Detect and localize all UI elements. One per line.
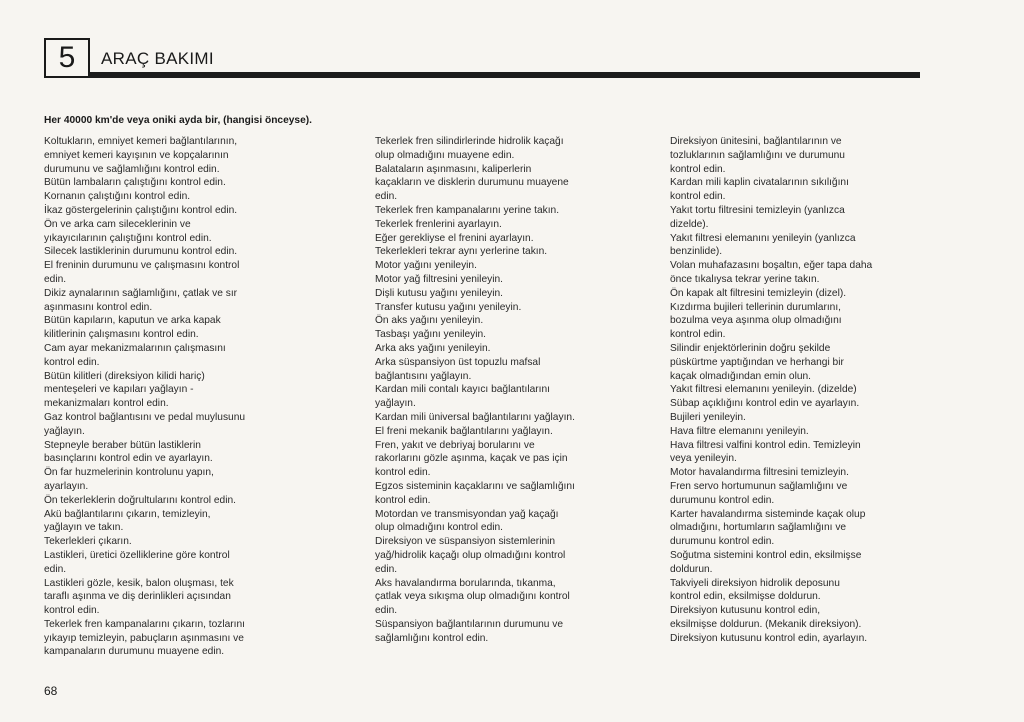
- checklist-item: Ön kapak alt filtresini temizleyin (dizel).: [670, 287, 847, 299]
- checklist-item: Direksiyon ünitesini, bağlantılarının ve tozluklarının sağlamlığını ve durumunu kontrol edin.: [670, 136, 845, 175]
- checklist-item: El freni mekanik bağlantılarını yağlayın.: [375, 425, 553, 437]
- checklist-item: Bujileri yenileyin.: [670, 411, 746, 423]
- checklist-item: Tekerlekleri tekrar aynı yerlerine takın.: [375, 246, 548, 258]
- checklist-item: Kornanın çalıştığını kontrol edin.: [44, 191, 191, 203]
- checklist-item: Karter havalandırma sisteminde kaçak olup olmadığını, hortumların sağlamlığını ve durumunu kontrol edin.: [670, 508, 866, 548]
- checklist-item: Takviyeli direksiyon hidrolik deposunu kontrol edin, eksilmişse doldurun.: [670, 577, 840, 603]
- checklist-item: Motordan ve transmisyondan yağ kaçağı olup olmadığını kontrol edin.: [375, 508, 559, 534]
- checklist-item: Sübap açıklığını kontrol edin ve ayarlayın.: [670, 398, 860, 410]
- checklist-item: Soğutma sistemini kontrol edin, eksilmişse doldurun.: [670, 549, 862, 575]
- checklist-item: Stepneyle beraber bütün lastiklerin basınçlarını kontrol edin ve ayarlayın.: [44, 439, 213, 465]
- checklist-item: Tekerlek fren silindirlerinde hidrolik kaçağı olup olmadığını muayene edin.: [375, 136, 564, 161]
- checklist-item: Dikiz aynalarının sağlamlığını, çatlak ve sır aşınmasını kontrol edin.: [44, 287, 238, 313]
- checklist-item: Ön tekerleklerin doğrultularını kontrol edin.: [44, 494, 236, 506]
- chapter-title: ARAÇ BAKIMI: [101, 49, 214, 68]
- checklist-item: Dişli kutusu yağını yenileyin.: [375, 287, 503, 299]
- checklist-item: Volan muhafazasını boşaltın, eğer tapa daha önce tıkalıysa tekrar yerine takın.: [670, 260, 873, 285]
- section-intro: Her 40000 km'de veya oniki ayda bir, (hangisi önceyse).: [44, 115, 312, 126]
- checklist-item: Direksiyon ve süspansiyon sistemlerinin yağ/hidrolik kaçağı olup olmadığını kontrol edin.: [375, 536, 566, 575]
- checklist-item: Yakıt filtresi elemanını yenileyin. (dizelde): [670, 384, 857, 396]
- checklist-item: Fren servo hortumunun sağlamlığını ve durumunu kontrol edin.: [670, 480, 848, 506]
- checklist-item: Tasbaşı yağını yenileyin.: [375, 329, 486, 341]
- checklist-item: Kardan mili contalı kayıcı bağlantılarını yağlayın.: [375, 384, 550, 410]
- checklist-item: Hava filtre elemanını yenileyin.: [670, 425, 809, 437]
- checklist-item: Ön far huzmelerinin kontrolunu yapın, ayarlayın.: [44, 467, 214, 492]
- column-3: [670, 135, 920, 645]
- checklist-item: Direksiyon kutusunu kontrol edin, ayarlayın.: [670, 632, 868, 644]
- checklist-item: Hava filtresi valfini kontrol edin. Temizleyin veya yenileyin.: [670, 439, 861, 465]
- header-rule: [88, 72, 920, 78]
- column-1: [44, 135, 294, 659]
- column-2: [375, 135, 620, 645]
- checklist-item: Tekerlek frenlerini ayarlayın.: [375, 218, 502, 230]
- checklist-item: Motor havalandırma filtresini temizleyin.: [670, 467, 849, 479]
- checklist-item: Arka süspansiyon üst topuzlu mafsal bağlantısını yağlayın.: [375, 356, 541, 382]
- checklist-item: Lastikleri, üretici özelliklerine göre kontrol edin.: [44, 549, 230, 575]
- checklist-item: Transfer kutusu yağını yenileyin.: [375, 301, 522, 313]
- checklist-item: Bütün kilitleri (direksiyon kilidi hariç) menteşeleri ve kapıları yağlayın - mekanizmaları kontrol edin.: [44, 370, 205, 410]
- checklist-item: Motor yağını yenileyin.: [375, 260, 477, 272]
- checklist-item: Motor yağ filtresini yenileyin.: [375, 273, 503, 285]
- checklist-item: Balataların aşınmasını, kaliperlerin kaçakların ve disklerin durumunu muayene edin.: [375, 163, 569, 203]
- checklist-item: Gaz kontrol bağlantısını ve pedal muylusunu yağlayın.: [44, 411, 246, 437]
- checklist-item: Silecek lastiklerinin durumunu kontrol edin.: [44, 246, 238, 258]
- checklist-item: Kızdırma bujileri tellerinin durumlarını, bozulma veya aşınma olup olmadığını kontrol edin.: [670, 301, 842, 341]
- checklist-item: İkaz göstergelerinin çalıştığını kontrol edin.: [44, 204, 238, 216]
- checklist-item: Kardan mili üniversal bağlantılarını yağlayın.: [375, 411, 575, 423]
- chapter-number-box: [44, 38, 90, 78]
- checklist-item: Arka aks yağını yenileyin.: [375, 342, 491, 354]
- chapter-number: 5: [58, 41, 76, 74]
- checklist-item: Koltukların, emniyet kemeri bağlantılarının, emniyet kemeri kayışının ve kopçalarının durumunu ve sağlamlığını kontrol edin.: [44, 136, 238, 175]
- checklist-item: Yakıt filtresi elemanını yenileyin (yanlızca benzinlide).: [670, 232, 856, 258]
- checklist-item: Egzos sisteminin kaçaklarını ve sağlamlığını kontrol edin.: [375, 480, 575, 506]
- checklist-item: Yakıt tortu filtresini temizleyin (yanlızca dizelde).: [670, 204, 845, 230]
- checklist-item: Aks havalandırma borularında, tıkanma, çatlak veya sıkışma olup olmadığını kontrol edin.: [375, 577, 570, 617]
- page-number: 68: [44, 684, 58, 698]
- checklist-item: Kardan mili kaplin civatalarının sıkılığını kontrol edin.: [670, 177, 849, 203]
- checklist-item: Bütün kapıların, kaputun ve arka kapak kilitlerinin çalışmasını kontrol edin.: [44, 315, 221, 341]
- checklist-item: Tekerlekleri çıkarın.: [44, 536, 132, 548]
- checklist-item: Direksiyon kutusunu kontrol edin, eksilmişse doldurun. (Mekanik direksiyon).: [670, 605, 862, 630]
- checklist-item: Cam ayar mekanizmalarının çalışmasını kontrol edin.: [44, 342, 226, 368]
- checklist-item: Süspansiyon bağlantılarının durumunu ve sağlamlığını kontrol edin.: [375, 618, 564, 644]
- checklist-item: Fren, yakıt ve debriyaj borularını ve rakorlarını gözle aşınma, kaçak ve pas için kontrol edin.: [375, 439, 568, 479]
- checklist-item: Ön ve arka cam sileceklerinin ve yıkayıcılarının çalıştığını kontrol edin.: [44, 218, 212, 244]
- checklist-item: Lastikleri gözle, kesik, balon oluşması, tek taraflı aşınma ve diş derinlikleri açısından kontrol edin.: [44, 577, 234, 617]
- checklist-item: El freninin durumunu ve çalışmasını kontrol edin.: [44, 260, 240, 285]
- checklist-item: Akü bağlantılarını çıkarın, temizleyin, yağlayın ve takın.: [44, 508, 211, 534]
- checklist-item: Bütün lambaların çalıştığını kontrol edin.: [44, 177, 226, 189]
- checklist-item: Tekerlek fren kampanalarını çıkarın, tozlarını yıkayıp temizleyin, pabuçların aşınmasını ve kampanaların durumunu muayene edin.: [44, 618, 246, 658]
- checklist-item: Silindir enjektörlerinin doğru şekilde püskürtme yaptığından ve herhangi bir kaçak olmadığından emin olun.: [670, 342, 844, 382]
- checklist-item: Eğer gerekliyse el frenini ayarlayın.: [375, 232, 534, 244]
- checklist-item: Tekerlek fren kampanalarını yerine takın.: [375, 204, 560, 216]
- checklist-item: Ön aks yağını yenileyin.: [375, 315, 484, 327]
